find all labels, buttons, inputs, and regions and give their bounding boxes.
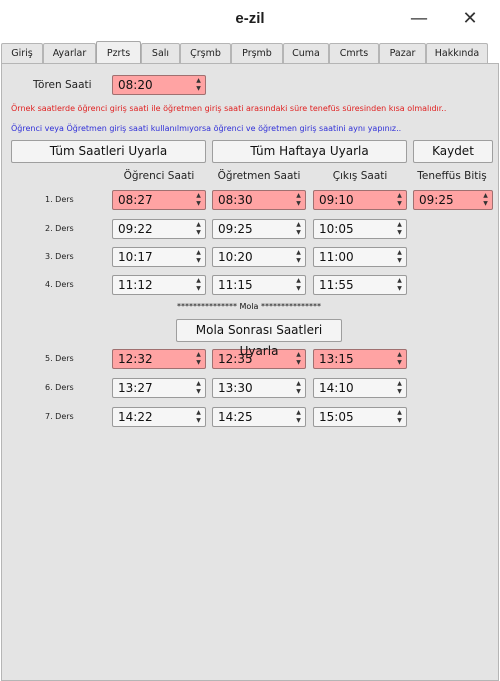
time-input-break-end[interactable]: [413, 190, 493, 210]
time-input-exit[interactable]: [313, 407, 407, 427]
down-arrow-icon[interactable]: ▼: [196, 417, 201, 424]
spin-arrows[interactable]: [191, 408, 205, 426]
time-value: 12:32: [118, 352, 153, 366]
time-value: 10:20: [218, 250, 253, 264]
lesson-label: 2. Ders: [45, 224, 74, 233]
up-arrow-icon[interactable]: ▲: [397, 249, 402, 256]
ceremony-time-value: 08:20: [118, 78, 153, 92]
down-arrow-icon[interactable]: ▼: [397, 257, 402, 264]
spin-arrows[interactable]: [291, 248, 305, 266]
up-arrow-icon[interactable]: ▲: [196, 249, 201, 256]
time-value: 11:12: [118, 278, 153, 292]
time-value: 15:05: [319, 410, 354, 424]
time-input-student[interactable]: [112, 247, 206, 267]
time-input-student[interactable]: [112, 219, 206, 239]
tab-pzrts[interactable]: Pzrts: [96, 41, 141, 65]
tab-crsmb[interactable]: Çrşmb: [180, 43, 231, 64]
up-arrow-icon[interactable]: ▲: [196, 192, 201, 199]
lesson-label: 4. Ders: [45, 280, 74, 289]
column-header-teacher: Öğretmen Saati: [217, 170, 301, 182]
tab-bar: [0, 42, 500, 64]
down-arrow-icon[interactable]: ▼: [397, 285, 402, 292]
up-arrow-icon[interactable]: ▲: [296, 380, 301, 387]
down-arrow-icon[interactable]: ▼: [296, 359, 301, 366]
down-arrow-icon[interactable]: ▼: [196, 257, 201, 264]
down-arrow-icon[interactable]: ▼: [397, 417, 402, 424]
up-arrow-icon[interactable]: ▲: [397, 409, 402, 416]
spin-arrows[interactable]: [191, 379, 205, 397]
down-arrow-icon[interactable]: ▼: [196, 388, 201, 395]
time-input-teacher[interactable]: [212, 378, 306, 398]
time-input-exit[interactable]: [313, 247, 407, 267]
close-icon[interactable]: ✕: [462, 8, 478, 29]
up-arrow-icon[interactable]: ▲: [397, 221, 402, 228]
up-arrow-icon[interactable]: ▲: [483, 192, 488, 199]
spin-arrows[interactable]: [191, 350, 205, 368]
up-arrow-icon[interactable]: ▲: [397, 351, 402, 358]
up-arrow-icon[interactable]: ▲: [196, 380, 201, 387]
time-value: 09:25: [218, 222, 253, 236]
up-arrow-icon[interactable]: ▲: [196, 221, 201, 228]
up-arrow-icon[interactable]: ▲: [196, 77, 201, 84]
up-arrow-icon[interactable]: ▲: [296, 249, 301, 256]
down-arrow-icon[interactable]: ▼: [296, 200, 301, 207]
spin-arrows[interactable]: [392, 379, 406, 397]
down-arrow-icon[interactable]: ▼: [397, 388, 402, 395]
tab-pazar[interactable]: Pazar: [379, 43, 426, 64]
time-value: 10:05: [319, 222, 354, 236]
time-input-teacher[interactable]: [212, 407, 306, 427]
up-arrow-icon[interactable]: ▲: [296, 277, 301, 284]
spin-arrows[interactable]: [478, 191, 492, 209]
tab-sali[interactable]: Salı: [141, 43, 180, 64]
ceremony-time-input[interactable]: [112, 75, 206, 95]
time-value: 13:15: [319, 352, 354, 366]
down-arrow-icon[interactable]: ▼: [296, 229, 301, 236]
down-arrow-icon[interactable]: ▼: [196, 85, 201, 92]
spin-arrows[interactable]: [191, 276, 205, 294]
spin-arrows[interactable]: [392, 350, 406, 368]
spin-arrows[interactable]: [392, 191, 406, 209]
title-bar: [0, 0, 500, 40]
time-input-student[interactable]: [112, 275, 206, 295]
up-arrow-icon[interactable]: ▲: [296, 409, 301, 416]
after-break-button[interactable]: Mola Sonrası Saatleri Uyarla: [176, 319, 342, 342]
info-message: Öğrenci veya Öğretmen giriş saati kullanılmıyorsa öğrenci ve öğretmen giriş saatini aynı yapınız..: [11, 124, 402, 133]
time-input-student[interactable]: [112, 407, 206, 427]
time-input-student[interactable]: [112, 349, 206, 369]
up-arrow-icon[interactable]: ▲: [196, 277, 201, 284]
time-input-exit[interactable]: [313, 219, 407, 239]
down-arrow-icon[interactable]: ▼: [296, 388, 301, 395]
lesson-label: 5. Ders: [45, 354, 74, 363]
down-arrow-icon[interactable]: ▼: [296, 285, 301, 292]
time-value: 09:22: [118, 222, 153, 236]
column-header-break-end: Teneffüs Bitiş: [417, 170, 487, 182]
time-value: 13:27: [118, 381, 153, 395]
time-input-student[interactable]: [112, 378, 206, 398]
time-input-student[interactable]: [112, 190, 206, 210]
down-arrow-icon[interactable]: ▼: [296, 257, 301, 264]
up-arrow-icon[interactable]: ▲: [296, 221, 301, 228]
time-value: 10:17: [118, 250, 153, 264]
column-header-exit: Çıkış Saati: [332, 170, 388, 182]
up-arrow-icon[interactable]: ▲: [397, 380, 402, 387]
up-arrow-icon[interactable]: ▲: [296, 351, 301, 358]
up-arrow-icon[interactable]: ▲: [196, 351, 201, 358]
lesson-label: 1. Ders: [45, 195, 74, 204]
lesson-label: 3. Ders: [45, 252, 74, 261]
tab-ayarlar[interactable]: Ayarlar: [43, 43, 96, 64]
time-value: 11:15: [218, 278, 253, 292]
down-arrow-icon[interactable]: ▼: [196, 200, 201, 207]
time-input-teacher[interactable]: [212, 275, 306, 295]
lesson-label: 6. Ders: [45, 383, 74, 392]
tab-giris[interactable]: Giriş: [1, 43, 43, 64]
spin-arrows[interactable]: [291, 220, 305, 238]
down-arrow-icon[interactable]: ▼: [196, 285, 201, 292]
time-value: 14:22: [118, 410, 153, 424]
time-input-teacher[interactable]: [212, 190, 306, 210]
down-arrow-icon[interactable]: ▼: [397, 200, 402, 207]
save-button[interactable]: Kaydet: [413, 140, 493, 163]
spin-arrows[interactable]: [191, 76, 205, 94]
time-value: 09:25: [419, 193, 454, 207]
time-input-exit[interactable]: [313, 275, 407, 295]
down-arrow-icon[interactable]: ▼: [196, 359, 201, 366]
time-value: 14:10: [319, 381, 354, 395]
warning-message: Örnek saatlerde öğrenci giriş saati ile öğretmen giriş saati arasındaki süre tenefüs süresinden kısa olmalıdır..: [11, 104, 447, 113]
tab-hakkinda[interactable]: Hakkında: [426, 43, 488, 64]
down-arrow-icon[interactable]: ▼: [397, 359, 402, 366]
apply-all-button[interactable]: Tüm Saatleri Uyarla: [11, 140, 206, 163]
up-arrow-icon[interactable]: ▲: [397, 277, 402, 284]
lesson-label: 7. Ders: [45, 412, 74, 421]
up-arrow-icon[interactable]: ▲: [397, 192, 402, 199]
spin-arrows[interactable]: [392, 408, 406, 426]
down-arrow-icon[interactable]: ▼: [483, 200, 488, 207]
tab-cmrts[interactable]: Cmrts: [329, 43, 379, 64]
column-header-student: Öğrenci Saati: [123, 170, 195, 182]
spin-arrows[interactable]: [291, 408, 305, 426]
down-arrow-icon[interactable]: ▼: [296, 417, 301, 424]
up-arrow-icon[interactable]: ▲: [196, 409, 201, 416]
spin-arrows[interactable]: [191, 248, 205, 266]
minimize-icon[interactable]: —: [410, 8, 428, 29]
spin-arrows[interactable]: [392, 248, 406, 266]
time-input-exit[interactable]: [313, 190, 407, 210]
time-value: 11:55: [319, 278, 354, 292]
spin-arrows[interactable]: [392, 276, 406, 294]
time-input-exit[interactable]: [313, 349, 407, 369]
down-arrow-icon[interactable]: ▼: [196, 229, 201, 236]
time-value: 08:27: [118, 193, 153, 207]
spin-arrows[interactable]: [291, 276, 305, 294]
spin-arrows[interactable]: [291, 191, 305, 209]
up-arrow-icon[interactable]: ▲: [296, 192, 301, 199]
time-value: 11:00: [319, 250, 354, 264]
tab-prsmb[interactable]: Prşmb: [231, 43, 283, 64]
time-value: 09:10: [319, 193, 354, 207]
spin-arrows[interactable]: [291, 379, 305, 397]
spin-arrows[interactable]: [191, 220, 205, 238]
window-title: e-zil: [235, 10, 265, 27]
time-value: 14:25: [218, 410, 253, 424]
down-arrow-icon[interactable]: ▼: [397, 229, 402, 236]
time-value: 13:30: [218, 381, 253, 395]
spin-arrows[interactable]: [291, 350, 305, 368]
break-separator: *************** Mola ***************: [176, 302, 321, 311]
tab-cuma[interactable]: Cuma: [283, 43, 329, 64]
apply-week-button[interactable]: Tüm Haftaya Uyarla: [212, 140, 407, 163]
time-input-exit[interactable]: [313, 378, 407, 398]
time-value: 08:30: [218, 193, 253, 207]
ceremony-label: Tören Saati: [33, 79, 92, 91]
time-value: 12:35: [218, 352, 253, 366]
spin-arrows[interactable]: [392, 220, 406, 238]
spin-arrows[interactable]: [191, 191, 205, 209]
time-input-teacher[interactable]: [212, 247, 306, 267]
time-input-teacher[interactable]: [212, 219, 306, 239]
